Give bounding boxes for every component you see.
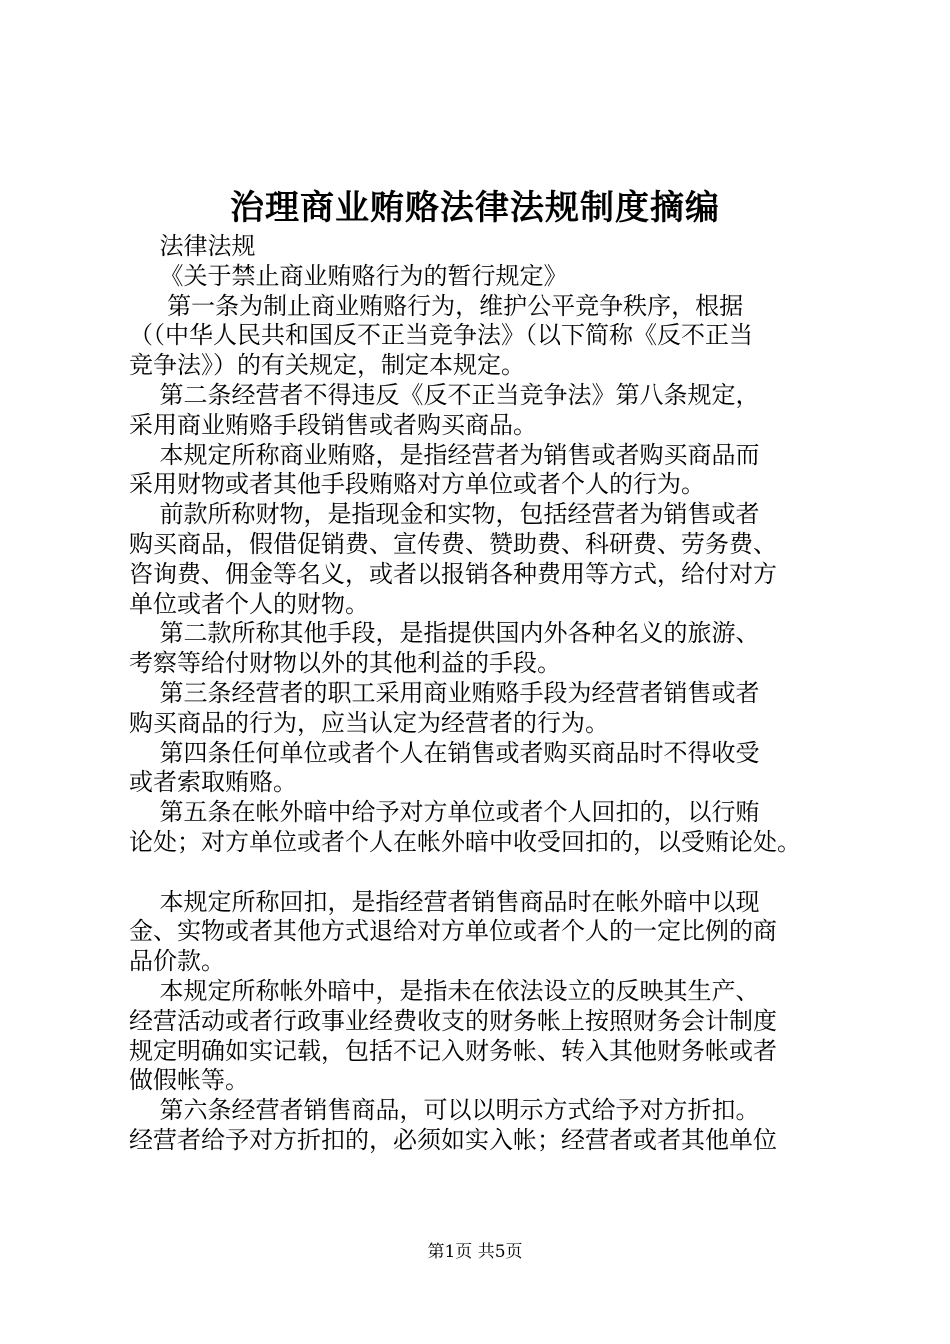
text-line: 前款所称财物，是指现金和实物，包括经营者为销售或者 bbox=[129, 500, 760, 529]
text-line: 论处；对方单位或者个人在帐外暗中收受回扣的，以受贿论处。 bbox=[129, 827, 801, 856]
text-line: 本规定所称回扣，是指经营者销售商品时在帐外暗中以现 bbox=[129, 887, 760, 916]
text-line: 咨询费、佣金等名义，或者以报销各种费用等方式，给付对方 bbox=[129, 559, 777, 588]
document-body bbox=[129, 232, 839, 1156]
text-line: 或者索取贿赂。 bbox=[129, 768, 297, 797]
text-line: 购买商品，假借促销费、宣传费、赞助费、科研费、劳务费、 bbox=[129, 529, 777, 558]
text-line: 购买商品的行为，应当认定为经营者的行为。 bbox=[129, 708, 609, 737]
text-line: 第二条经营者不得违反《反不正当竞争法》第八条规定， bbox=[129, 380, 760, 409]
text-line: 规定明确如实记载，包括不记入财务帐、转入其他财务帐或者 bbox=[129, 1036, 777, 1065]
text-line: 第二款所称其他手段，是指提供国内外各种名义的旅游、 bbox=[129, 619, 760, 648]
text-line: 第五条在帐外暗中给予对方单位或者个人回扣的，以行贿 bbox=[129, 798, 760, 827]
text-line: 竞争法》）的有关规定，制定本规定。 bbox=[129, 351, 525, 380]
text-line: 第六条经营者销售商品，可以以明示方式给予对方折扣。 bbox=[129, 1096, 760, 1125]
document-title: 治理商业贿赂法律法规制度摘编 bbox=[230, 188, 720, 228]
text-line: 本规定所称帐外暗中，是指未在依法设立的反映其生产、 bbox=[129, 976, 760, 1005]
text-line: 《关于禁止商业贿赂行为的暂行规定》 bbox=[129, 261, 568, 290]
text-line: 第四条任何单位或者个人在销售或者购买商品时不得收受 bbox=[129, 738, 760, 767]
text-line: 本规定所称商业贿赂，是指经营者为销售或者购买商品而 bbox=[129, 440, 760, 469]
text-line: （（中华人民共和国反不正当竞争法》（以下简称《反不正当 bbox=[129, 321, 753, 350]
text-line: 金、实物或者其他方式退给对方单位或者个人的一定比例的商 bbox=[129, 917, 777, 946]
text-line: 第三条经营者的职工采用商业贿赂手段为经营者销售或者 bbox=[129, 678, 760, 707]
page-footer: 第1页 共5页 bbox=[427, 1242, 523, 1262]
text-line: 经营活动或者行政事业经费收支的财务帐上按照财务会计制度 bbox=[129, 1006, 777, 1035]
text-line: 品价款。 bbox=[129, 947, 225, 976]
text-line: 采用财物或者其他手段贿赂对方单位或者个人的行为。 bbox=[129, 470, 705, 499]
text-line: 考察等给付财物以外的其他利益的手段。 bbox=[129, 649, 561, 678]
text-line: 第一条为制止商业贿赂行为，维护公平竞争秩序，根据 bbox=[129, 291, 744, 320]
text-line: 做假帐等。 bbox=[129, 1066, 249, 1095]
text-line: 单位或者个人的财物。 bbox=[129, 589, 369, 618]
text-line: 采用商业贿赂手段销售或者购买商品。 bbox=[129, 410, 537, 439]
text-line: 法律法规 bbox=[129, 232, 256, 260]
text-line bbox=[129, 858, 839, 888]
text-line: 经营者给予对方折扣的，必须如实入帐；经营者或者其他单位 bbox=[129, 1125, 777, 1154]
